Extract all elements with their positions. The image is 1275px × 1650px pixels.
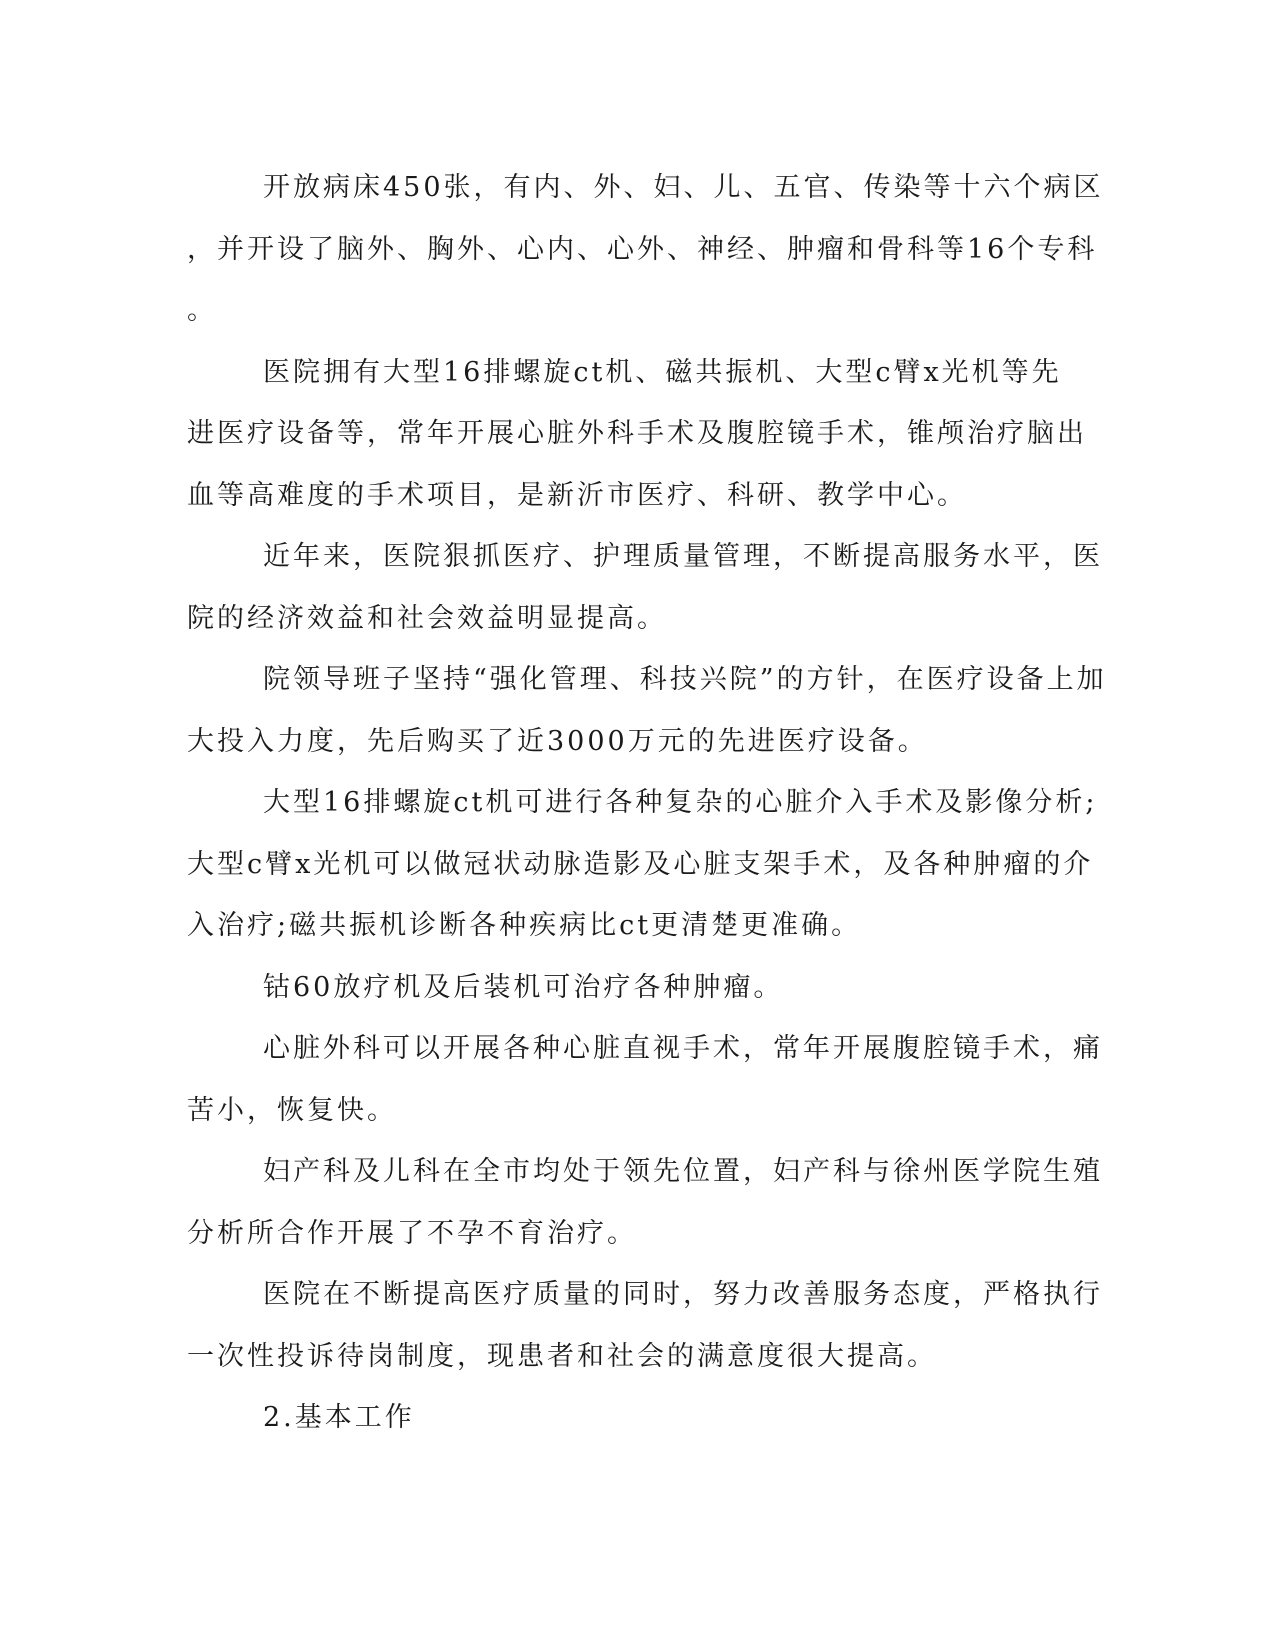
text-line: ，并开设了脑外、胸外、心内、心外、神经、肿瘤和骨科等16个专科 xyxy=(187,233,1098,265)
paragraph-leadership-policy xyxy=(187,649,1107,772)
section-heading-basic-work xyxy=(187,1387,1077,1449)
text-line: 。 xyxy=(187,295,217,326)
text-line: 血等高难度的手术项目，是新沂市医疗、科研、教学中心。 xyxy=(187,479,967,511)
text-line: 大投入力度，先后购买了近3000万元的先进医疗设备。 xyxy=(187,725,928,757)
paragraph-radiotherapy xyxy=(187,957,1077,1019)
text-line: 医院在不断提高医疗质量的同时，努力改善服务态度，严格执行 xyxy=(263,1279,1103,1310)
text-line: 院的经济效益和社会效益明显提高。 xyxy=(187,602,667,634)
paragraph-service-attitude xyxy=(187,1264,1103,1387)
paragraph-equipment xyxy=(187,342,1087,527)
text-line: 入治疗;磁共振机诊断各种疾病比ct更清楚更准确。 xyxy=(187,910,862,941)
paragraph-beds-and-wards xyxy=(187,157,1104,342)
text-line: 近年来，医院狠抓医疗、护理质量管理，不断提高服务水平，医 xyxy=(263,541,1103,572)
text-line: 大型c臂x光机可以做冠状动脉造影及心脏支架手术，及各种肿瘤的介 xyxy=(187,848,1094,880)
text-line: 心脏外科可以开展各种心脏直视手术，常年开展腹腔镜手术，痛 xyxy=(263,1033,1103,1064)
paragraph-ct-and-xray xyxy=(187,772,1098,957)
text-line: 一次性投诉待岗制度，现患者和社会的满意度很大提高。 xyxy=(187,1340,937,1372)
paragraph-cardiac-surgery xyxy=(187,1018,1103,1141)
text-line: 大型16排螺旋ct机可进行各种复杂的心脏介入手术及影像分析; xyxy=(263,787,1098,818)
text-line: 医院拥有大型16排螺旋ct机、磁共振机、大型c臂x光机等先 xyxy=(263,356,1062,388)
text-line: 钴60放疗机及后装机可治疗各种肿瘤。 xyxy=(263,971,784,1003)
document-body xyxy=(187,157,1107,1449)
text-line: 分析所合作开展了不孕不育治疗。 xyxy=(187,1217,637,1249)
paragraph-obstetrics-pediatrics xyxy=(187,1141,1103,1264)
text-line: 院领导班子坚持“强化管理、科技兴院”的方针，在医疗设备上加 xyxy=(263,664,1107,695)
text-line: 开放病床450张，有内、外、妇、儿、五官、传染等十六个病区 xyxy=(263,172,1104,203)
paragraph-quality-management xyxy=(187,526,1103,649)
text-line: 2.基本工作 xyxy=(263,1402,415,1433)
text-line: 妇产科及儿科在全市均处于领先位置，妇产科与徐州医学院生殖 xyxy=(263,1156,1103,1187)
text-line: 苦小，恢复快。 xyxy=(187,1094,397,1126)
text-line: 进医疗设备等，常年开展心脏外科手术及腹腔镜手术，锥颅治疗脑出 xyxy=(187,418,1087,449)
